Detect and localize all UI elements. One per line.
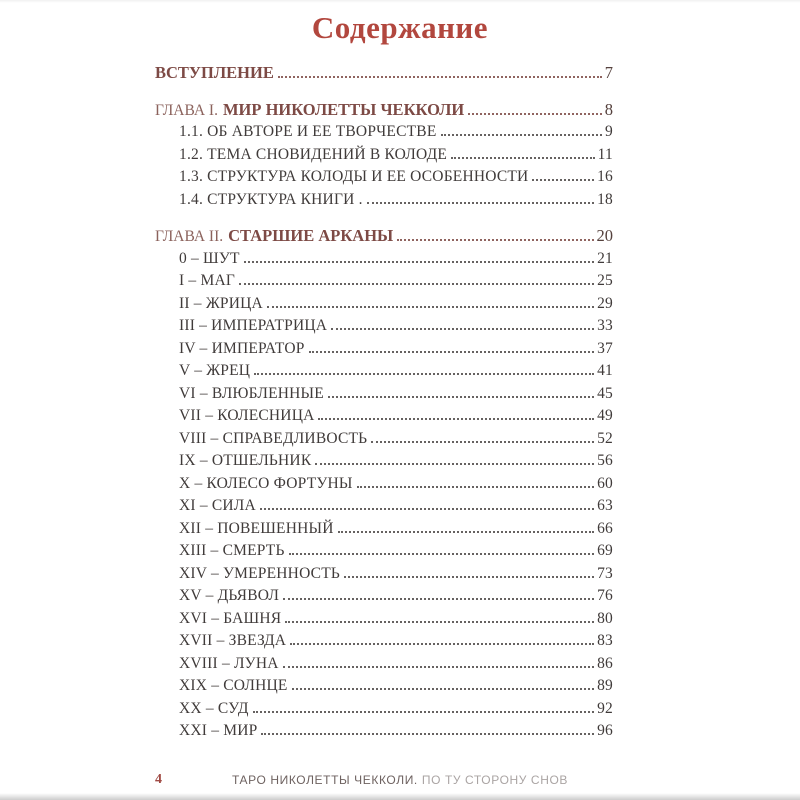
toc-entry-label: IX – ОТШЕЛЬНИК [179,452,312,469]
toc-entry-page-number: 11 [597,145,613,163]
dot-leader [267,306,594,308]
page-title: Содержание [311,10,489,45]
toc-entry-label: XVII – ЗВЕЗДА [179,632,287,649]
toc-row [155,473,613,496]
dot-leader [441,134,603,136]
dot-leader [309,351,595,353]
toc-entry-label: XIX – СОЛНЦЕ [179,677,288,694]
toc-row [155,62,613,85]
toc-entry-label: XIV – УМЕРЕННОСТЬ [179,564,340,582]
dot-leader [260,508,594,510]
dot-leader [254,373,594,375]
dot-leader [283,598,594,600]
toc-entry-label: XVIII – ЛУНА [179,654,279,672]
toc-entry-page-number: 83 [597,632,613,649]
toc-entry-page-number: 25 [597,272,613,289]
dot-leader [290,643,594,645]
toc-list [155,62,613,743]
toc-row [155,563,613,586]
toc-entry-page-number: 49 [597,407,613,424]
toc-row [155,383,613,406]
chapter-number-prefix: ГЛАВА II. [155,228,224,245]
toc-entry-label: VII – КОЛЕСНИЦА [179,407,315,424]
dot-leader [278,76,602,78]
toc-row [155,450,613,473]
toc-row [155,225,613,248]
dot-leader [292,688,595,690]
dot-leader [289,553,595,555]
toc-row [155,428,613,451]
footer-page-number: 4 [155,772,162,787]
toc-entry-label: VI – ВЛЮБЛЕННЫЕ [179,384,324,402]
dot-leader [283,666,594,668]
toc-entry-label: МИР НИКОЛЕТТЫ ЧЕККОЛИ [222,99,465,119]
toc-entry-label: III – ИМПЕРАТРИЦА [179,317,328,334]
chapter-number-prefix: ГЛАВА I. [155,101,218,119]
dot-leader [328,396,594,398]
toc-entry-label: I – МАГ [179,272,235,289]
toc-entry-label: II – ЖРИЦА [179,294,263,312]
toc-entry-page-number: 20 [596,226,613,245]
toc-entry-label: X – КОЛЕСО ФОРТУНЫ [179,474,353,492]
dot-leader [371,441,594,443]
toc-row [155,698,613,721]
toc-entry-page-number: 56 [597,452,613,469]
toc-row [155,338,613,361]
toc-entry-label: XV – ДЬЯВОЛ [179,587,280,604]
dot-leader [468,113,602,115]
running-title [0,773,800,787]
dot-leader [318,418,594,420]
dot-leader [253,711,594,713]
toc-entry-label: VIII – СПРАВЕДЛИВОСТЬ [179,429,368,447]
toc-entry-label: XIII – СМЕРТЬ [179,542,285,559]
toc-row [155,270,613,293]
toc-row [155,653,613,676]
dot-leader [338,531,594,533]
toc-entry-label: 1.2. ТЕМА СНОВИДЕНИЙ В КОЛОДЕ [179,145,448,163]
dot-leader [357,486,594,488]
toc-row [155,585,613,608]
toc-entry-label: 1.4. СТРУКТУРА КНИГИ . [179,190,363,208]
toc-entry-page-number: 60 [597,474,613,492]
running-title-main: ТАРО НИКОЛЕТТЫ ЧЕККОЛИ. [231,773,418,787]
toc-entry-page-number: 33 [597,317,613,334]
toc-entry-page-number: 69 [597,542,613,559]
toc-entry-page-number: 41 [597,362,613,379]
toc-entry-page-number: 9 [605,123,613,140]
page-edge-shadow-bottom [0,793,800,800]
dot-leader [344,576,594,578]
toc-entry-label: XX – СУД [179,699,249,717]
toc-row [155,189,613,212]
toc-entry-label: 1.3. СТРУКТУРА КОЛОДЫ И ЕЕ ОСОБЕННОСТИ [179,168,529,185]
dot-leader [367,202,594,204]
toc-row [155,166,613,189]
toc-row [155,495,613,518]
dot-leader [331,328,594,330]
toc-entry-page-number: 73 [597,564,613,582]
toc-entry-page-number: 92 [597,699,613,717]
toc-entry-page-number: 45 [597,384,613,402]
toc-entry-page-number: 96 [597,722,613,739]
dot-leader [451,157,595,159]
toc-entry-page-number: 18 [597,190,613,208]
dot-leader [261,733,594,735]
toc-entry-page-number: 7 [604,63,613,82]
dot-leader [244,261,594,263]
toc-row [155,630,613,653]
toc-row [155,720,613,743]
toc-entry-label: V – ЖРЕЦ [179,362,251,379]
toc-entry-label: ВСТУПЛЕНИЕ [155,63,274,82]
toc-entry-page-number: 86 [597,654,613,672]
toc-row [155,675,613,698]
toc-row [155,608,613,631]
toc-entry-label: XVI – БАШНЯ [179,609,282,627]
toc-entry-page-number: 8 [604,99,613,119]
toc-entry-label: 1.1. ОБ АВТОРЕ И ЕЕ ТВОРЧЕСТВЕ [179,123,437,140]
toc-row [155,121,613,144]
toc-entry-page-number: 52 [597,429,613,447]
toc-row [155,99,613,122]
toc-row [155,405,613,428]
toc-entry-label: XXI – МИР [179,722,258,739]
toc-entry-label: IV – ИМПЕРАТОР [179,339,305,357]
toc-entry-page-number: 37 [597,339,613,357]
toc-row [155,518,613,541]
toc-row [155,144,613,167]
dot-leader [315,463,594,465]
dot-leader [532,179,594,181]
page-footer [0,772,800,792]
toc-entry-page-number: 21 [597,249,613,267]
toc-entry-label: XII – ПОВЕШЕННЫЙ [179,519,334,537]
toc-entry-page-number: 29 [597,294,613,312]
dot-leader [239,283,594,285]
toc-entry-page-number: 76 [597,587,613,604]
toc-entry-label: 0 – ШУТ [179,249,240,267]
toc-entry-page-number: 66 [597,519,613,537]
toc-row [155,315,613,338]
toc-entry-page-number: 80 [597,609,613,627]
toc-entry-page-number: 16 [597,168,613,185]
toc-row [155,540,613,563]
toc-row [155,360,613,383]
toc-entry-label: СТАРШИЕ АРКАНЫ [228,226,394,245]
toc-row [155,248,613,271]
toc-entry-label: XI – СИЛА [179,497,256,514]
dot-leader [285,621,594,623]
dot-leader [397,239,593,241]
toc-row [155,293,613,316]
running-title-sub: ПО ТУ СТОРОНУ СНОВ [421,773,568,787]
toc-entry-page-number: 63 [597,497,613,514]
toc-entry-page-number: 89 [597,677,613,694]
